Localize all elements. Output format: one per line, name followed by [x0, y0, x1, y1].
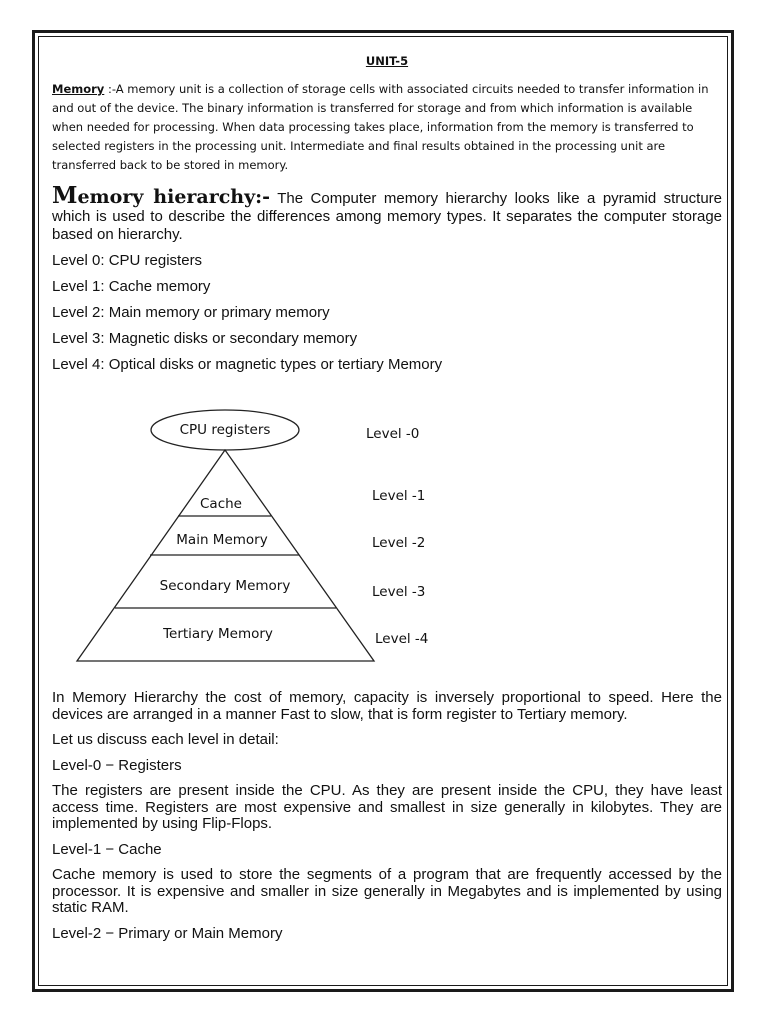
level-3-label: Level -3	[372, 584, 426, 600]
paragraph: In Memory Hierarchy the cost of memory, capacity is inversely proportional to speed. Here the devices are arranged in a manner Fast to slow, that is form register to Tertiary memory.	[52, 689, 722, 723]
document-content	[52, 50, 722, 382]
level-item: Level 0: CPU registers	[52, 252, 203, 269]
level-4-label: Level -4	[375, 631, 429, 647]
tier-tertiary-memory-label: Tertiary Memory	[163, 626, 273, 642]
section-heading: Level-1 − Cache	[52, 840, 162, 858]
level-list	[52, 252, 722, 374]
level-1-label: Level -1	[372, 488, 426, 504]
section-heading: Level-2 − Primary or Main Memory	[52, 924, 283, 942]
heading-cap: M	[52, 182, 78, 209]
heading-rest: emory hierarchy:-	[77, 186, 271, 208]
paragraph: Cache memory is used to store the segments of a program that are frequently accessed by the processor. It is expensive and smaller in size generally in Megabytes and is implemented by using static RAM.	[52, 866, 722, 916]
level-2-label: Level -2	[372, 535, 426, 551]
tier-main-memory-label: Main Memory	[176, 532, 268, 548]
section-heading: Level-0 − Registers	[52, 756, 182, 774]
level-0-label: Level -0	[366, 426, 420, 442]
level-item: Level 1: Cache memory	[52, 278, 211, 295]
tier-cache-label: Cache	[200, 496, 242, 512]
memory-hierarchy-paragraph	[52, 182, 722, 244]
memory-pyramid-diagram	[70, 400, 450, 670]
memory-hierarchy-text: The Computer memory hierarchy looks like a pyramid structure which is used to describe the differences among memory types. It separates the computer storage based on hierarchy.	[52, 190, 722, 243]
tier-secondary-memory-label: Secondary Memory	[159, 578, 291, 594]
paragraph: Let us discuss each level in detail:	[52, 731, 279, 748]
unit-title: UNIT-5	[365, 54, 409, 68]
pyramid-svg	[70, 400, 450, 670]
level-item: Level 4: Optical disks or magnetic types or tertiary Memory	[52, 356, 443, 373]
memory-definition	[52, 80, 722, 175]
cpu-registers-label: CPU registers	[179, 422, 271, 438]
level-item: Level 2: Main memory or primary memory	[52, 304, 330, 321]
level-item: Level 3: Magnetic disks or secondary memory	[52, 330, 358, 347]
body-text	[52, 690, 722, 951]
paragraph: The registers are present inside the CPU. As they are present inside the CPU, they have least access time. Registers are most expensive and smallest in size generally in kilobytes. They are implemented by using Flip-Flops.	[52, 782, 722, 832]
memory-definition-text: :-A memory unit is a collection of storage cells with associated circuits needed to transfer information in and out of the device. The binary information is transferred for storage and from which information is available when needed for processing. When data processing takes place, information from the memory is transferred to selected registers in the processing unit. Intermediate and final results obtained in the processing unit are transferred back to be stored in memory.	[52, 82, 709, 172]
memory-hierarchy-heading	[52, 182, 271, 209]
memory-term: Memory	[52, 82, 105, 96]
